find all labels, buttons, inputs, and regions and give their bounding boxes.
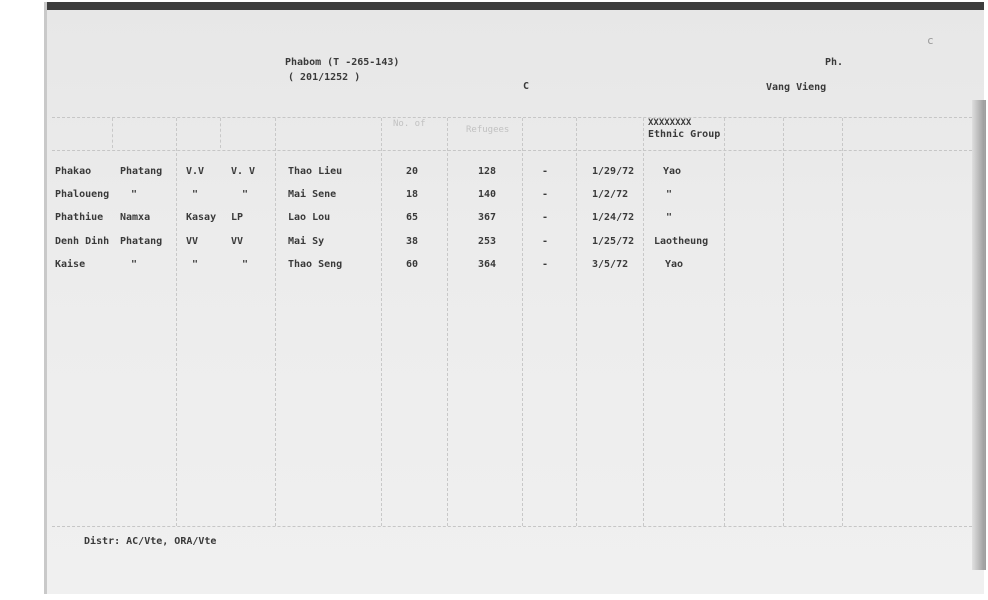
cell-village: Kaise [55,259,86,270]
cell-tasseng: Phatang [120,166,163,177]
cell-leader: Thao Seng [288,259,343,270]
header-rule-bottom [52,150,972,152]
column-divider [842,118,844,526]
cell-district: Kasay [186,212,217,223]
cell-leader: Mai Sy [288,236,325,247]
page-edge-shadow [44,2,47,594]
cell-persons: 367 [478,212,497,223]
cell-ethnic: Yao [665,259,684,270]
center-mark: C [523,81,530,92]
faint-header-persons: Refugees [466,125,510,135]
cell-village: Phakao [55,166,92,177]
cell-tasseng: " [131,259,138,270]
cell-province: VV [231,236,244,247]
location-label: Vang Vieng [766,82,827,93]
cell-village: Phathiue [55,212,104,223]
column-divider [724,118,726,526]
cell-village: Phaloueng [55,189,110,200]
cell-tasseng: Phatang [120,236,163,247]
cell-families: 38 [406,236,419,247]
cell-district: " [192,189,199,200]
column-divider [576,118,578,526]
ethnic-group-struck-text: XXXXXXXX [648,118,692,128]
cell-date: 3/5/72 [592,259,629,270]
column-divider [783,118,785,526]
cell-families: 60 [406,259,419,270]
right-top-label: Ph. [825,57,844,68]
cell-dash: - [542,236,549,247]
cell-persons: 140 [478,189,497,200]
cell-province: LP [231,212,244,223]
cell-families: 20 [406,166,419,177]
cell-date: 1/2/72 [592,189,629,200]
cell-persons: 364 [478,259,497,270]
cell-dash: - [542,189,549,200]
column-divider [220,118,222,148]
cell-persons: 253 [478,236,497,247]
column-divider [112,118,114,148]
cell-persons: 128 [478,166,497,177]
cell-district: VV [186,236,199,247]
ethnic-group-header: Ethnic Group [648,129,721,140]
document-subtitle: ( 201/1252 ) [288,72,361,83]
distribution-note: Distr: AC/Vte, ORA/Vte [84,536,217,547]
cell-dash: - [542,259,549,270]
header-rule-top [52,117,972,119]
cell-village: Denh Dinh [55,236,110,247]
cell-dash: - [542,166,549,177]
faint-header-families: No. of [393,119,426,129]
cell-dash: - [542,212,549,223]
cell-province: V. V [231,166,256,177]
column-divider [176,118,178,526]
column-divider [447,118,449,526]
cell-leader: Thao Lieu [288,166,343,177]
column-divider [522,118,524,526]
cell-province: " [242,259,249,270]
cell-ethnic: Yao [663,166,682,177]
column-divider [381,118,383,526]
cell-ethnic: " [666,189,673,200]
cell-date: 1/25/72 [592,236,635,247]
cell-tasseng: Namxa [120,212,151,223]
table-bottom-rule [52,526,972,528]
column-divider [275,118,277,526]
cell-leader: Mai Sene [288,189,337,200]
document-title: Phabom (T -265-143) [285,57,400,68]
cell-leader: Lao Lou [288,212,331,223]
cell-families: 65 [406,212,419,223]
cell-date: 1/24/72 [592,212,635,223]
cell-date: 1/29/72 [592,166,635,177]
corner-mark: c [927,34,934,47]
cell-province: " [242,189,249,200]
cell-families: 18 [406,189,419,200]
cell-district: V.V [186,166,205,177]
cell-district: " [192,259,199,270]
page-binding-edge [972,100,986,570]
cell-ethnic: " [666,212,673,223]
cell-tasseng: " [131,189,138,200]
column-divider [643,118,645,526]
cell-ethnic: Laotheung [654,236,709,247]
